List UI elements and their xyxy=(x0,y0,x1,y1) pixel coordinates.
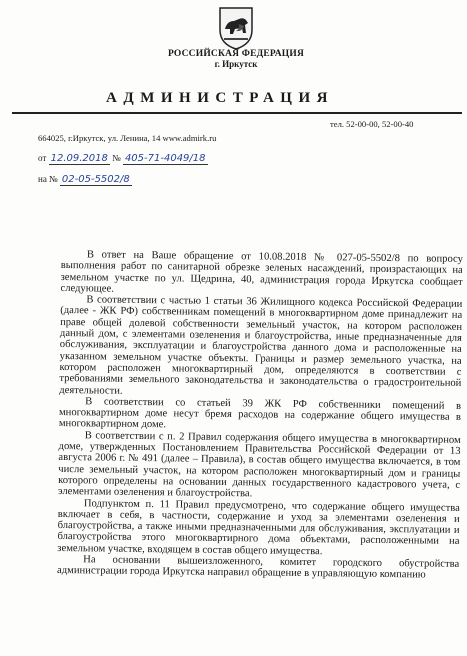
city-heading: г. Иркутск xyxy=(214,59,258,69)
header-divider xyxy=(12,112,462,114)
body-paragraph: На основании вышеизложенного, комитет городского обустройства администрации города Иркутска направил обращение в управляющую компанию xyxy=(57,554,460,581)
phone-numbers: тел. 52-00-00, 52-00-40 xyxy=(330,119,414,129)
organization-title: АДМИНИСТРАЦИЯ xyxy=(106,90,334,106)
body-paragraph: В соответствии с частью 1 статьи 36 Жилищного кодекса Российской Федерации (далее - ЖК РФ) собственникам помещений в многоквартирном доме принадлежит на праве общей долевой собственности земельный участок, на котором расположен данный дом, с элементами озеленения и благоустройства, иные предназначенные для обслуживания, эксплуатации и благоустройства данного дома и расположенные на указанном земельном участке объекты. Границы и размер земельного участка, на котором расположен многоквартирный дом, определяются в соответствии с требованиями земельного законодательства и законодательства о градостроительной деятельности. xyxy=(59,294,463,397)
number-label: № xyxy=(112,153,121,163)
reference-label: на № xyxy=(38,174,58,184)
outgoing-date: 12.09.2018 xyxy=(50,153,108,164)
reference-line xyxy=(38,174,132,186)
outgoing-line xyxy=(38,153,208,165)
body-paragraph: В ответ на Ваше обращение от 10.08.2018 № 027-05-5502/8 по вопросу выполнения работ по санитарной обрезке зеленых насаждений, произрастающих на земельном участке по ул. Щедрина, 40, администрация города Иркутска сообщает следующее. xyxy=(60,249,463,295)
sender-address: 664025, г.Иркутск, ул. Ленина, 14 www.admirk.ru xyxy=(38,133,217,143)
outgoing-number: 405-71-4049/18 xyxy=(124,153,206,164)
body-paragraph: Подпунктом п. 11 Правил предусмотрено, что содержание общего имущества включает в себя, в частности, содержание и уход за элементами озеленения и благоустройства, а также иными предназначенными для обслуживания, эксплуатации и благоустройства этого многоквартирного дома объектами, расположенными на земельном участке, входящем в состав общего имущества. xyxy=(57,497,460,557)
reference-number: 02-05-5502/8 xyxy=(61,174,130,185)
federation-heading: РОССИЙСКАЯ ФЕДЕРАЦИЯ xyxy=(167,49,305,59)
body-paragraph: В соответствии со статьей 39 ЖК РФ собственники помещений в многоквартирном доме несут бремя расходов на содержание общего имущества в многоквартирном доме. xyxy=(58,396,462,431)
letter-body xyxy=(57,249,463,581)
body-paragraph: В соответствии с п. 2 Правил содержания общего имущества в многоквартирном доме, утвержденных Постановлением Правительства Российской Федерации от 13 августа 2006 г. № 491 (далее – Правила), в состав общего имущества включается, в том числе земельный участок, на котором расположен многоквартирный дом и границы которого определены на основании данных государственного кадастрового учета, с элементами озеленения и благоустройства. xyxy=(57,430,461,500)
irkutsk-emblem-icon xyxy=(218,6,254,50)
from-label: от xyxy=(38,153,47,163)
